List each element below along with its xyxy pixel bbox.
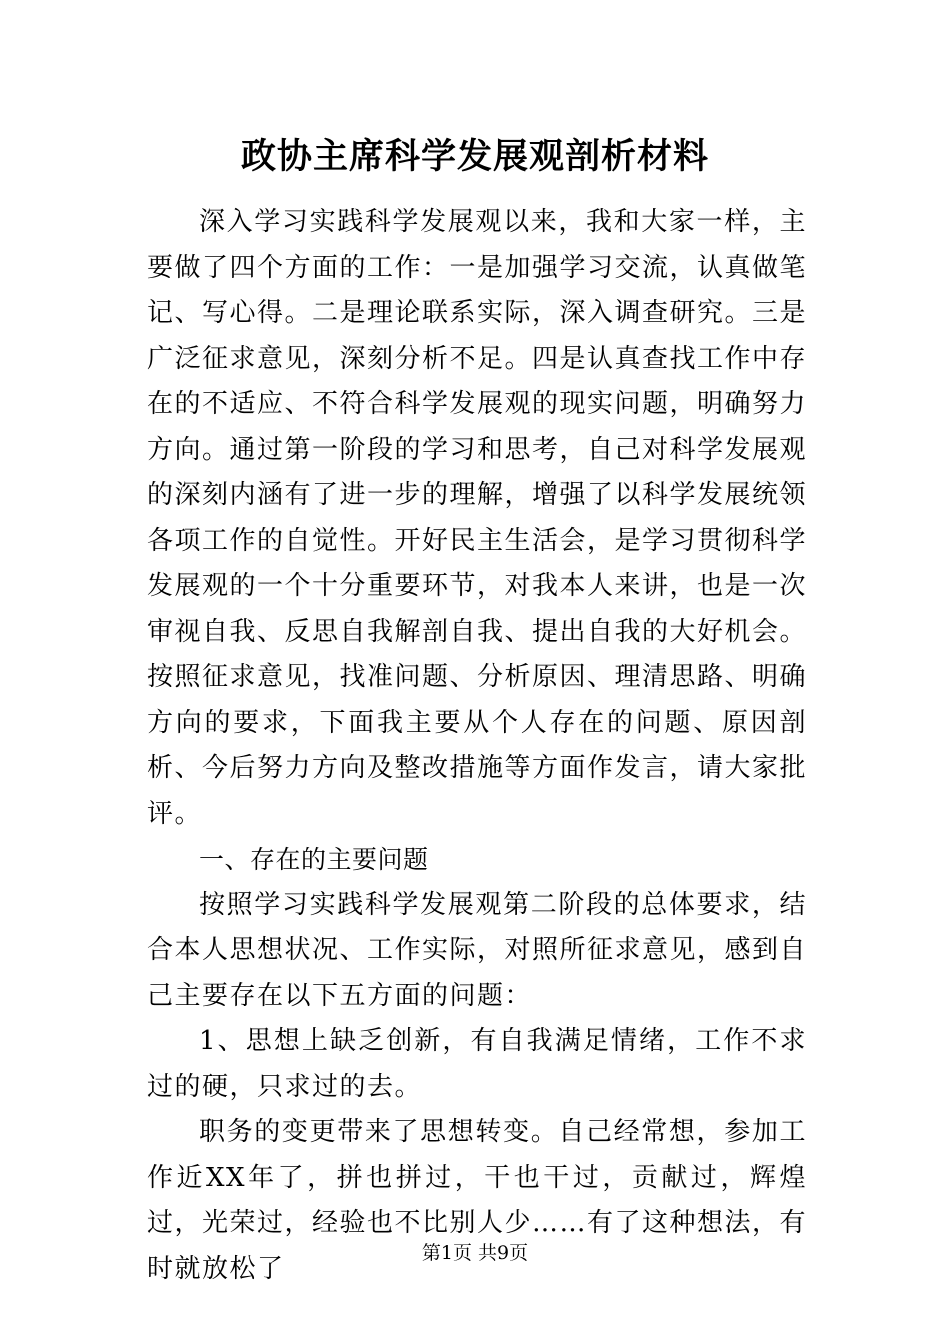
paragraph-item-1: 1、思想上缺乏创新，有自我满足情绪，工作不求过的硬，只求过的去。 <box>147 1026 807 1102</box>
page-number-footer: 第1页 共9页 <box>421 1242 529 1264</box>
document-body <box>147 200 807 1292</box>
paragraph-intro: 深入学习实践科学发展观以来，我和大家一样，主要做了四个方面的工作：一是加强学习交流，认真做笔记、写心得。二是理论联系实际，深入调查研究。三是广泛征求意见，深刻分析不足。四是认真查找工作中存在的不适应、不符合科学发展观的现实问题，明确努力方向。通过第一阶段的学习和思考，自己对科学发展观的深刻内涵有了进一步的理解，增强了以科学发展统领各项工作的自觉性。开好民主生活会，是学习贯彻科学发展观的一个十分重要环节，对我本人来讲，也是一次审视自我、反思自我解剖自我、提出自我的大好机会。按照征求意见，找准问题、分析原因、理清思路、明确方向的要求，下面我主要从个人存在的问题、原因剖析、今后努力方向及整改措施等方面作发言，请大家批评。 <box>147 207 808 829</box>
paragraph-requirements: 按照学习实践科学发展观第二阶段的总体要求，结合本人思想状况、工作实际，对照所征求意见，感到自己主要存在以下五方面的问题： <box>147 889 808 1011</box>
section-heading: 一、存在的主要问题 <box>199 845 429 874</box>
document-title: 政协主席科学发展观剖析材料 <box>240 136 709 177</box>
paragraph-job-change: 职务的变更带来了思想转变。自己经常想，参加工作近XX年了，拼也拼过，干也干过，贡献过，辉煌过，光荣过，经验也不比别人少……有了这种想法，有时就放松了 <box>147 1117 808 1284</box>
